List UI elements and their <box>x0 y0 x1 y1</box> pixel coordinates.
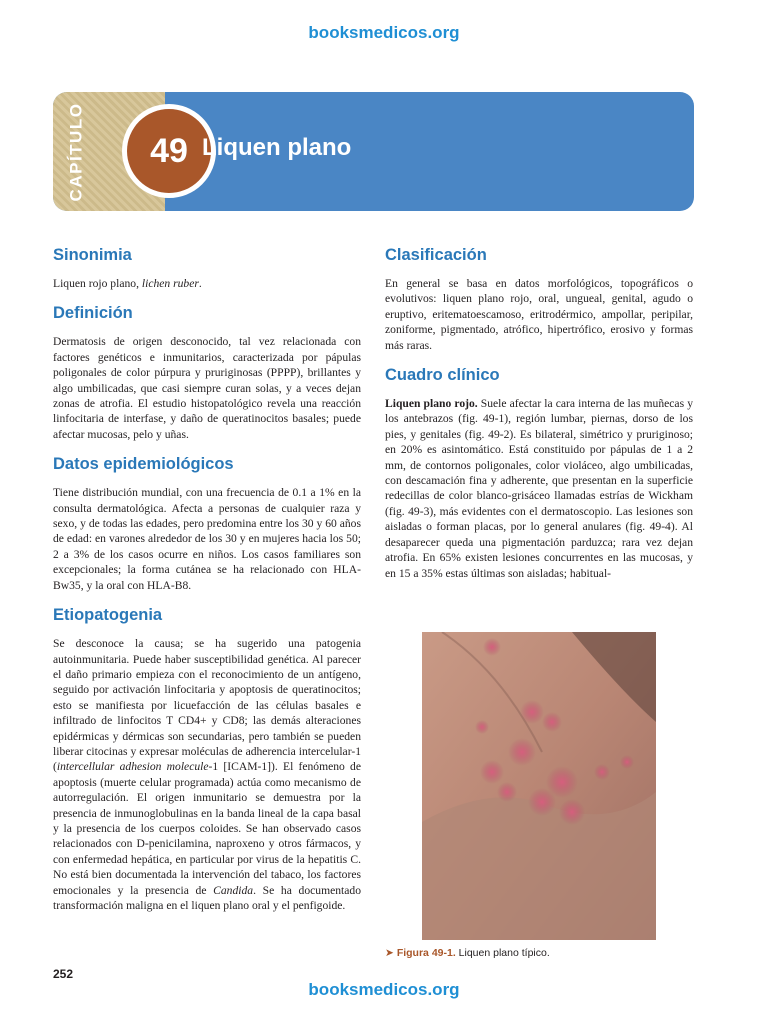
sinonimia-italic: lichen ruber <box>141 277 199 290</box>
chapter-word-vertical <box>59 100 93 203</box>
text-clasificacion: En general se basa en datos morfológicos, topográficos o evolutivos: liquen plano rojo, oral, ungueal, genital, agudo o eruptivo, eritematoescamoso, eritrodérmico, ampollar, peripilar, zoniforme, pigmentado, atrófico, hipertrófico, erosivo y formas más raras. <box>385 277 693 352</box>
cuadro-runin: Liquen plano rojo. <box>385 397 478 411</box>
cuadro-text: Suele afectar la cara interna de las muñecas y los antebrazos (fig. 49-1), región lumbar, piernas, dorso de los pies, y genitales (fig. 49-2). Es bilateral, simétrico y pruriginoso; en 20% es asintomático. Está constituido por pápulas de 1 a 2 mm, de contornos poligonales, color violáceo, algo umbilicadas, con descamación fina y adherente, que presentan en la superficie redecillas de color blanco-grisáceo llamadas estrías de Wickham (fig. 49-3), más evidentes con el dermatoscopio. Las lesiones son aisladas o forman placas, por lo general anulares (fig. 49-4). Al desaparecer queda una pigmentación parduzca; rara vez dejan atrofia. En 65% existen lesiones concurrentes en las mucosas, y en 15 a 35% estas últimas son aisladas; habitual- <box>385 397 693 580</box>
watermark-top[interactable]: booksmedicos.org <box>308 23 460 42</box>
figure-caption-text: Liquen plano típico. <box>458 947 550 959</box>
sinonimia-plain: Liquen rojo plano, <box>53 277 142 290</box>
etio-text-a: Se desconoce la causa; se ha sugerido una patogenia autoinmunitaria. Puede haber susceptibilidad genética. Al parecer el daño primario empieza con el reconocimiento de un antígeno, seguido por activación linfocitaria y apoptosis de queratinocitos; esto se manifiesta por licuefacción de las células basales e infiltrado de linfocitos T CD4+ y CD8; las demás alteraciones epidérmicas y dérmicas son secundarias, pero también se pueden liberar citocinas y expresar moléculas de adherencia intercelular-1 ( <box>53 637 361 774</box>
heading-etiopatogenia: Etiopatogenia <box>53 606 163 625</box>
etio-italic-b: Candida <box>213 883 254 897</box>
etio-italic-a: intercellular adhesion molecule <box>56 760 209 774</box>
heading-datos: Datos epidemiológicos <box>53 455 234 474</box>
heading-clasificacion: Clasificación <box>385 246 487 264</box>
right-column <box>385 244 693 592</box>
text-etiopatogenia <box>53 636 361 913</box>
chapter-title: Liquen plano <box>202 134 352 161</box>
text-cuadro <box>385 396 693 581</box>
text-definicion: Dermatosis de origen desconocido, tal vez relacionada con factores genéticos e inmunitarios, caracterizada por pápulas poligonales de color púrpura y pruriginosas (PPPP), brillantes y algo umbilicadas, que casi siempre curan solas, y a veces dejan zonas de atrofia. El estudio histopatológico revela una reacción linfocitaria de interfase, y daño de queratinocitos basales; puede afectar mucosas, pelo y uñas. <box>53 335 361 441</box>
clinical-photo-drawing <box>422 632 656 940</box>
sinonimia-end: . <box>198 277 202 290</box>
clinical-photo <box>422 632 656 940</box>
text-sinonimia <box>53 276 361 291</box>
chapter-word: CAPÍTULO <box>66 102 86 201</box>
heading-cuadro: Cuadro clínico <box>385 366 500 385</box>
heading-definicion: Definición <box>53 304 133 323</box>
figure-caption <box>385 947 550 959</box>
left-column <box>53 244 361 924</box>
etio-text-b: -1 [ICAM-1]). El fenómeno de apoptosis (muerte celular programada) actúa como mecanismo de autorregulación. El origen inmunitario se demuestra por la presencia de inmunoglobulinas en la banda lineal de la capa basal y la presencia de los cuerpos coloides. Se han observado casos relacionados con D-penicilamina, naproxeno y otros fármacos, y con enfermedad hepática, en particular por virus de la hepatitis C. No está bien documentada la intervención del tabaco, los factores emocionales y la presencia de <box>53 760 361 897</box>
chapter-banner <box>53 92 694 211</box>
watermark-bottom[interactable]: booksmedicos.org <box>308 980 460 999</box>
text-datos: Tiene distribución mundial, con una frecuencia de 0.1 a 1% en la consulta dermatológica. Afecta a personas de cualquier raza y sexo, y de todas las edades, pero predomina entre los 30 y 60 años de edad: en varones alrededor de los 30 y en mujeres hacia los 50; 2 a 3% de los casos ocurre en niños. Los casos familiares son excepcionales; la forma cutánea se ha relacionado con HLA-Bw35, y la oral con HLA-B8. <box>53 486 361 592</box>
faded-header-text <box>0 6 768 18</box>
figure-arrow-icon: ➤ <box>385 947 394 959</box>
etio-text-c: . Se ha documentado transformación maligna en el liquen plano oral y el penfigoide. <box>53 883 361 912</box>
chapter-number: 49 <box>150 131 188 170</box>
heading-sinonimia: Sinonimia <box>53 246 132 264</box>
page-number: 252 <box>53 967 74 981</box>
figure-label: Figura 49-1. <box>396 947 456 959</box>
